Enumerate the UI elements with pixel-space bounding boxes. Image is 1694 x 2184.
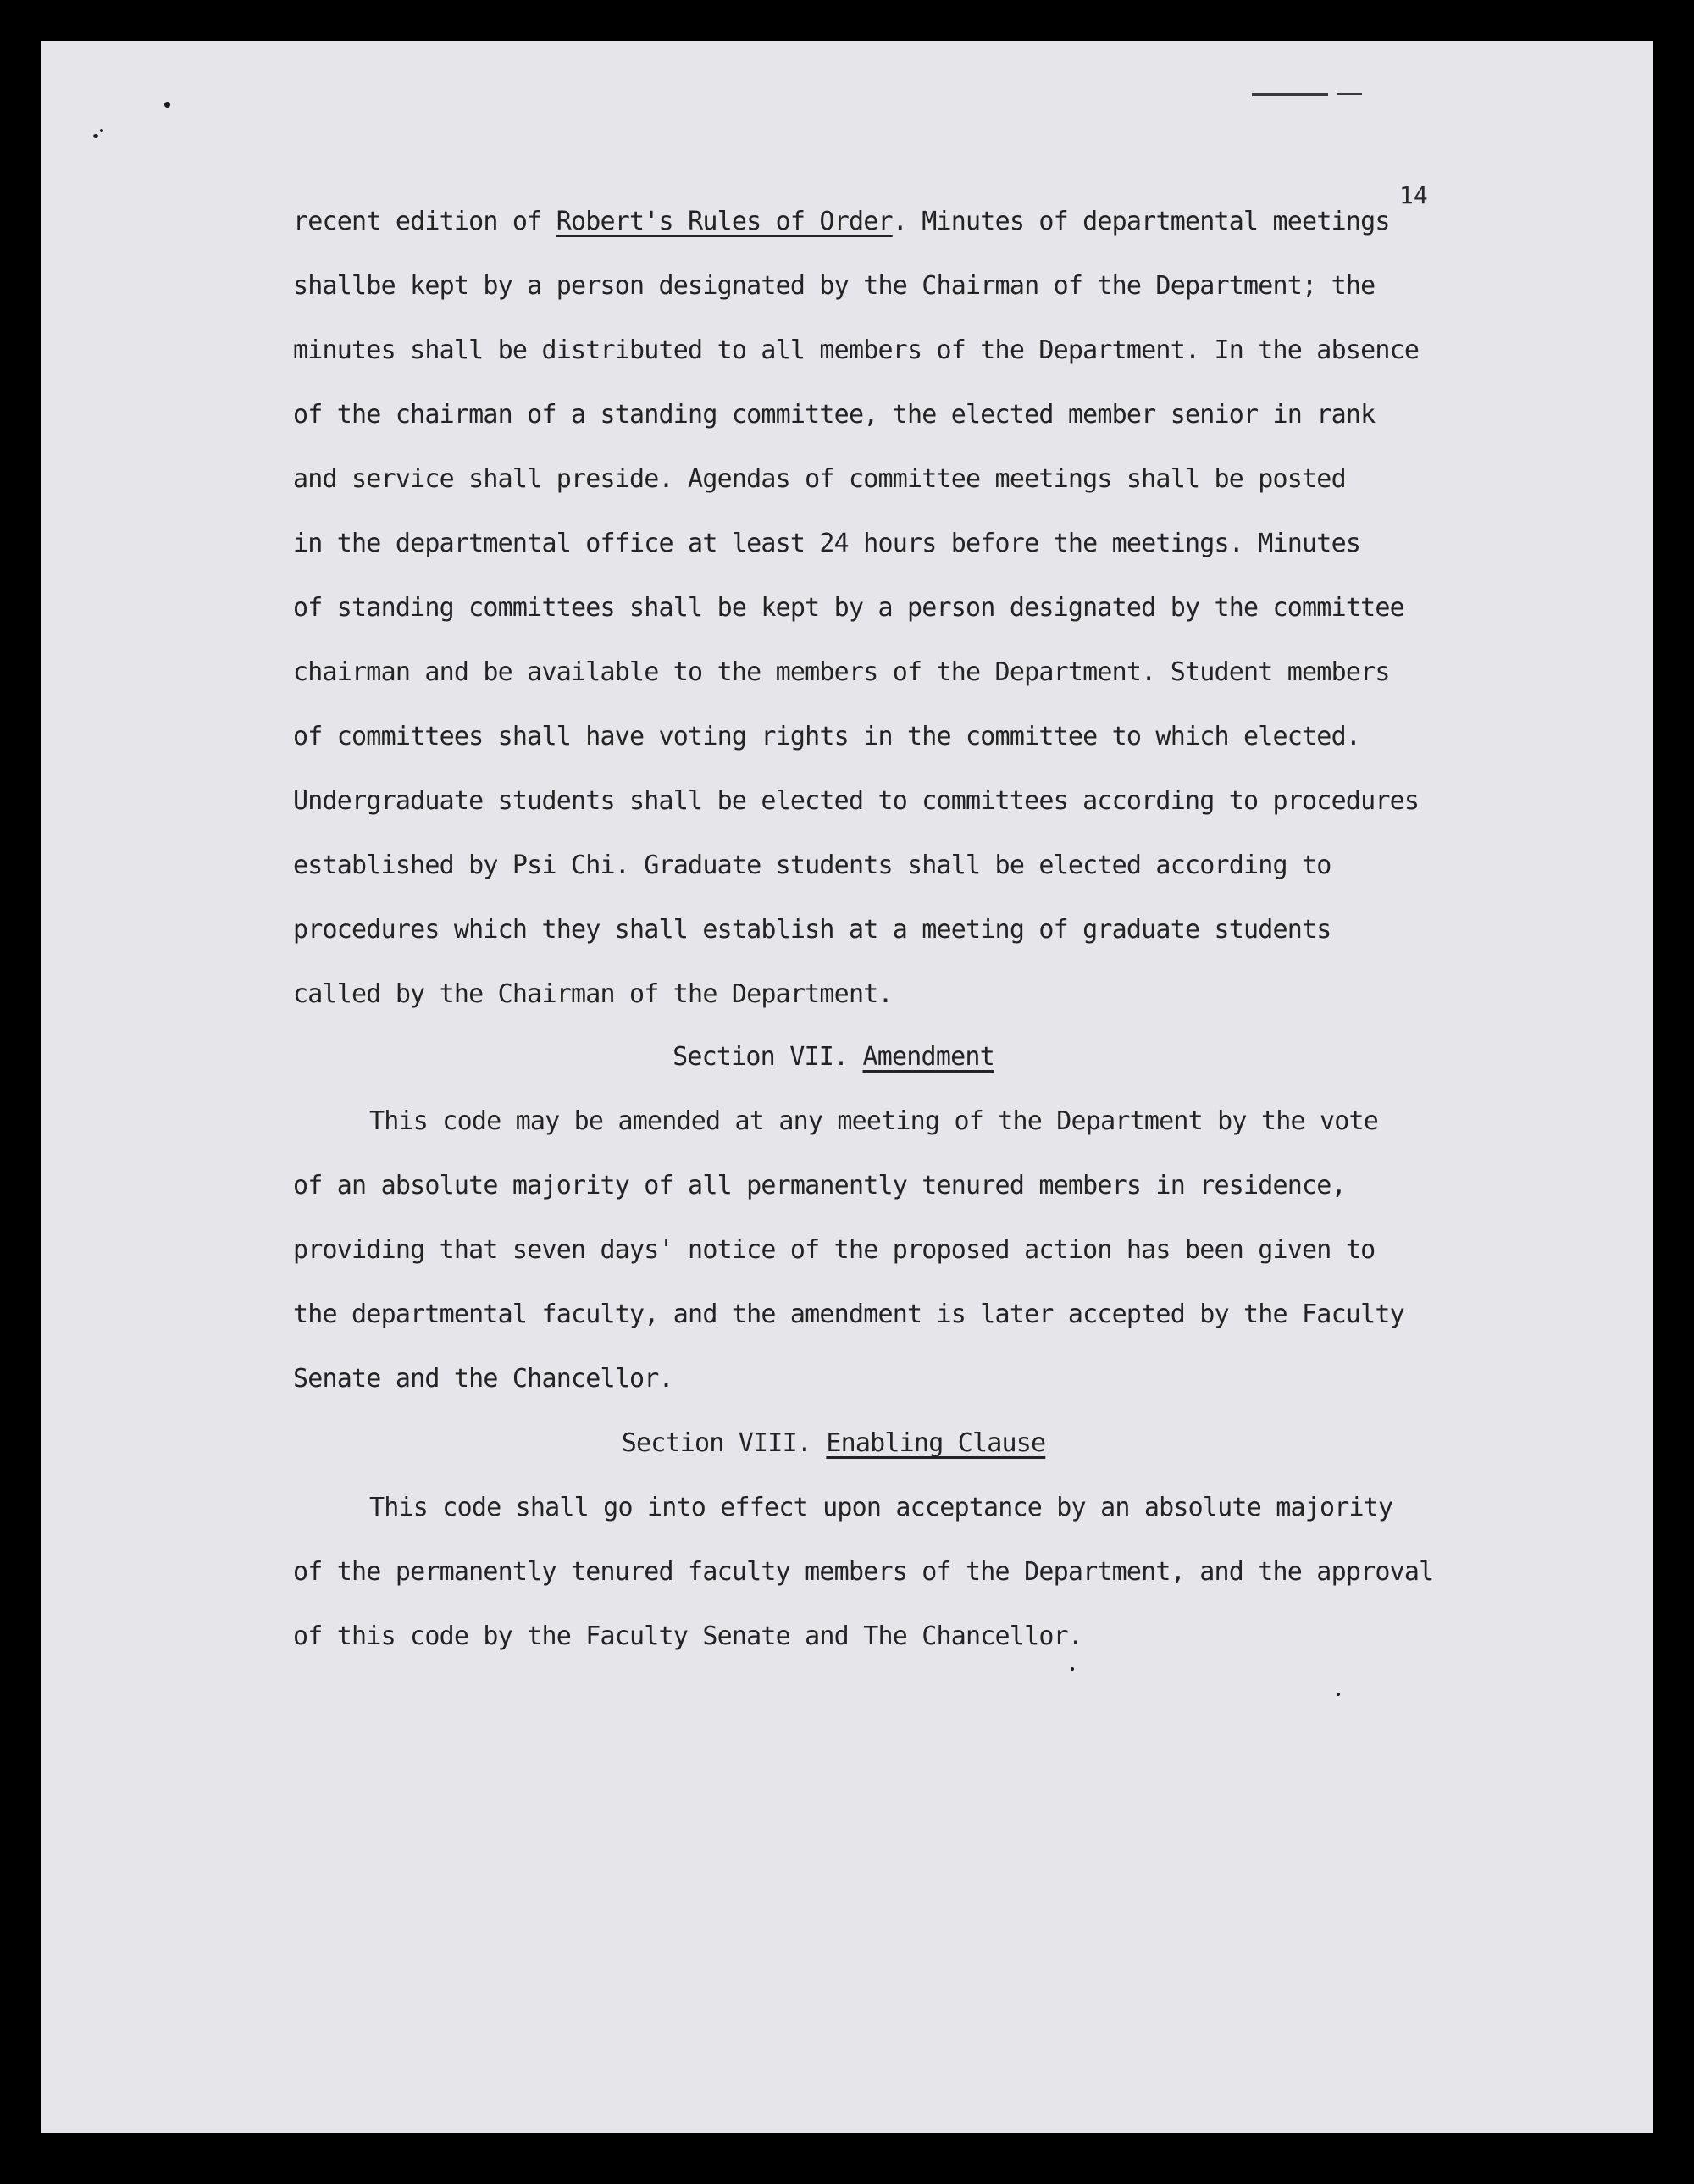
text-line: of standing committees shall be kept by a person designated by the committee [293,593,1404,623]
scan-speck [100,129,103,132]
text-line: established by Psi Chi. Graduate students shall be elected according to [293,851,1331,880]
section-title: Enabling Clause [826,1428,1046,1458]
text-line: in the departmental office at least 24 hours before the meetings. Minutes [293,529,1361,558]
scan-speck [164,102,170,108]
text-line: Undergraduate students shall be elected to committees according to procedures [293,786,1420,816]
text-line: providing that seven days' notice of the proposed action has been given to [293,1235,1376,1265]
section-heading-enabling-clause: Section VIII. Enabling Clause [621,1428,1046,1458]
document-page [41,41,1653,2133]
page-number: 14 [1399,181,1428,209]
text-line: recent edition of Robert's Rules of Order. Minutes of departmental meetings [293,207,1390,236]
text-line: shallbe kept by a person designated by the Chairman of the Department; the [293,271,1376,301]
text-line: of the permanently tenured faculty members of the Department, and the approval [293,1557,1434,1587]
text-line: This code may be amended at any meeting of the Department by the vote [369,1106,1379,1136]
book-title: Robert's Rules of Order [556,207,893,236]
text-line: the departmental faculty, and the amendment is later accepted by the Faculty [293,1300,1404,1329]
text-line: of the chairman of a standing committee, the elected member senior in rank [293,400,1376,430]
scan-speck [93,134,98,138]
section-title: Amendment [862,1042,994,1072]
text-line: of this code by the Faculty Senate and The Chancellor. [293,1621,1083,1651]
section-heading-amendment: Section VII. Amendment [673,1042,994,1072]
text-line: Senate and the Chancellor. [293,1364,673,1394]
scan-mark [1337,93,1362,95]
paragraph-2 [293,1089,1538,1411]
paragraph-1 [293,190,1538,1027]
text-line: of committees shall have voting rights in the committee to which elected. [293,722,1361,751]
text-line: and service shall preside. Agendas of committee meetings shall be posted [293,464,1346,494]
text-line: called by the Chairman of the Department. [293,979,893,1009]
text-line: chairman and be available to the members of the Department. Student members [293,657,1390,687]
scan-speck [1337,1693,1340,1696]
text-line: procedures which they shall establish at a meeting of graduate students [293,915,1331,945]
text-line: This code shall go into effect upon acceptance by an absolute majority [369,1493,1393,1522]
text-line: minutes shall be distributed to all members of the Department. In the absence [293,335,1420,365]
text-line: of an absolute majority of all permanently tenured members in residence, [293,1171,1346,1200]
paragraph-3 [293,1476,1538,1669]
scan-mark [1252,93,1328,96]
